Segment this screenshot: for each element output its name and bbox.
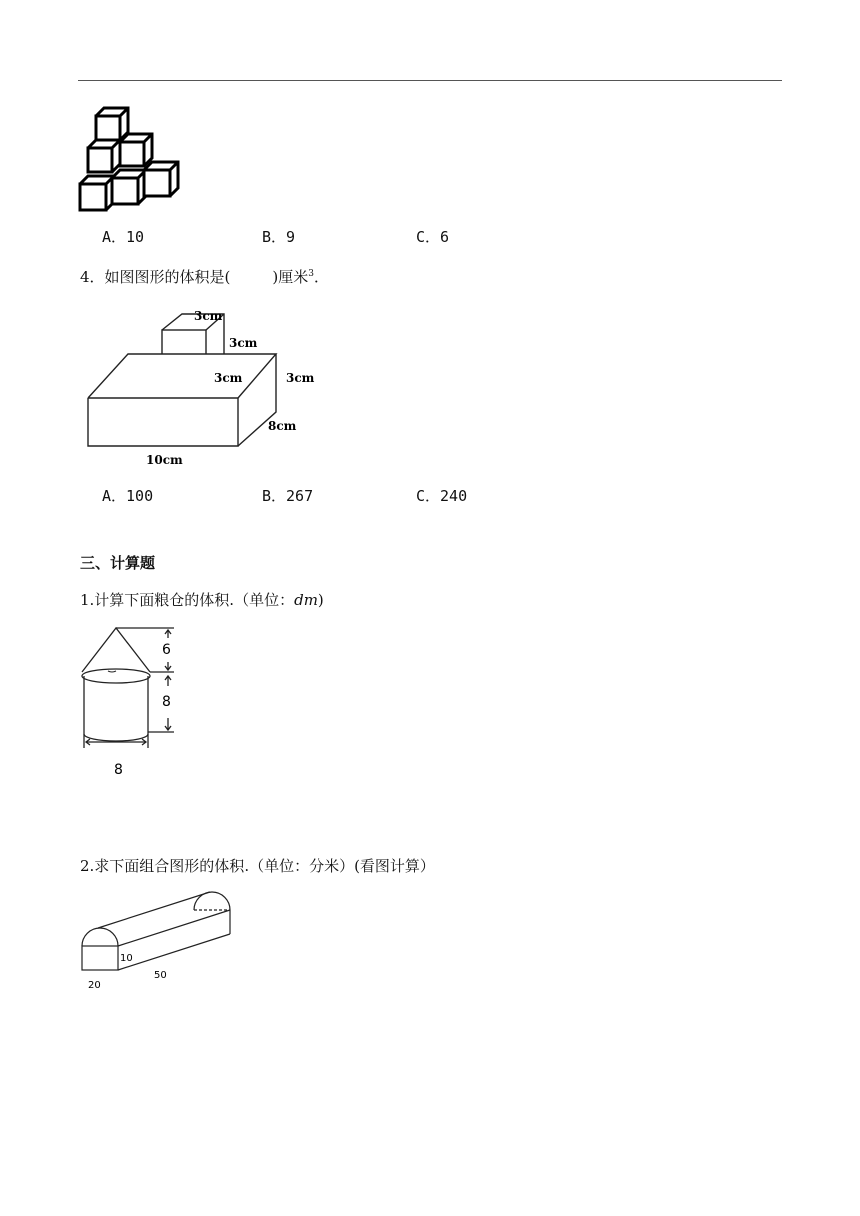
label-cube-top: 3cm <box>194 309 223 323</box>
half-cylinder-box-figure <box>76 884 240 994</box>
option-a: A．100 <box>102 487 154 505</box>
cube <box>120 134 152 166</box>
cube <box>88 140 120 172</box>
option-c: C．6 <box>416 228 450 246</box>
option-c: C．240 <box>416 487 468 505</box>
label-box-height: 3cm <box>286 371 315 385</box>
question-4-text: 4．如图图形的体积是( )厘米$^3$． <box>80 268 330 286</box>
label-length: 50 <box>154 970 167 981</box>
label-width: 20 <box>88 980 101 991</box>
label-box-length: 10cm <box>146 453 183 467</box>
header-rule <box>78 80 782 81</box>
cube <box>144 162 178 196</box>
cube <box>80 176 114 210</box>
label-box-depth: 8cm <box>268 419 297 433</box>
calc-2-text: 2.求下面组合图形的体积.（单位：分米）(看图计算） <box>80 857 435 875</box>
cube <box>112 170 146 204</box>
stacked-cubes-figure <box>78 104 182 216</box>
option-a: A．10 <box>102 228 145 246</box>
cuboid-with-cube-figure <box>84 302 324 472</box>
label-cone-height: 6 <box>162 642 171 658</box>
option-b: B．9 <box>262 228 296 246</box>
label-cube-bottom: 3cm <box>214 371 243 385</box>
granary-figure <box>78 624 188 780</box>
calc-1-text: 1.计算下面粮仓的体积.（单位：dm) <box>80 591 324 609</box>
section-heading: 三、计算题 <box>80 554 156 572</box>
label-cylinder-height: 8 <box>162 694 171 710</box>
label-diameter: 8 <box>114 762 123 778</box>
label-cube-side: 3cm <box>229 336 258 350</box>
option-b: B．267 <box>262 487 314 505</box>
cube <box>96 108 128 140</box>
label-height: 10 <box>120 953 133 964</box>
